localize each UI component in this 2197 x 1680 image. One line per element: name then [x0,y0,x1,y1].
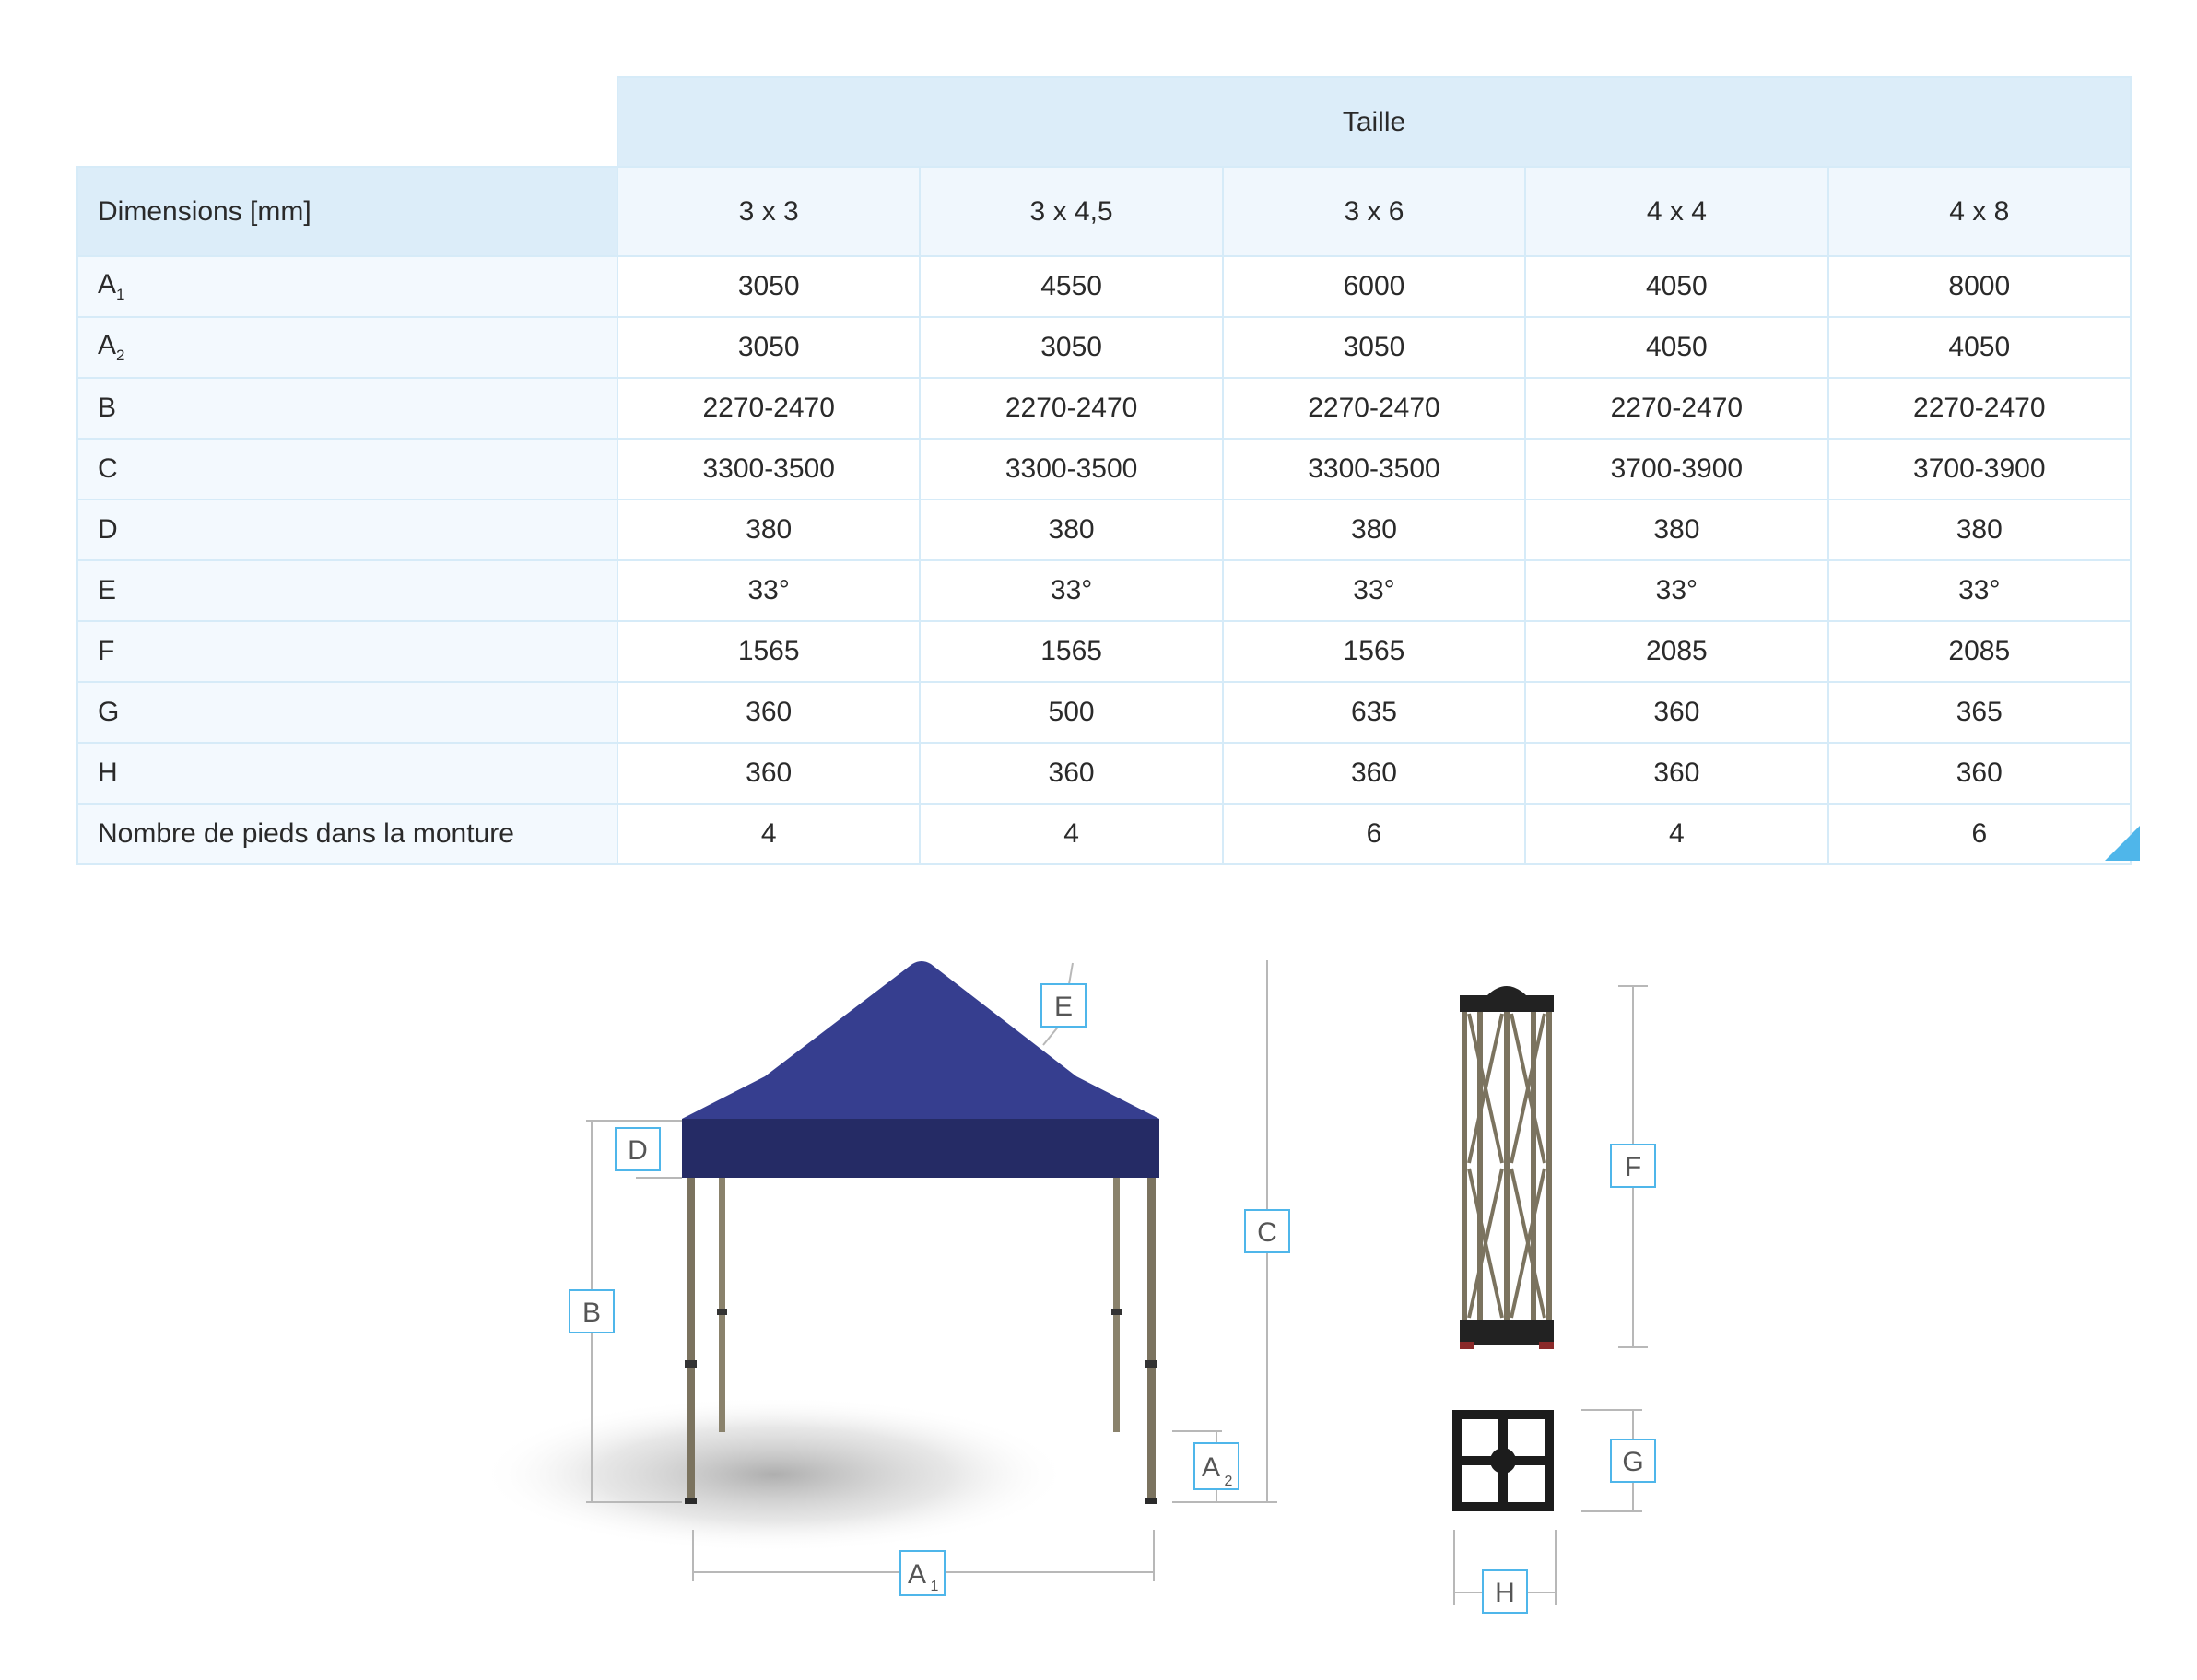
label-b: B [582,1298,602,1328]
tent-leg-front-left [687,1176,695,1502]
table-cell: 3050 [1223,317,1525,378]
canopy-valance [682,1119,1159,1178]
table-cell: 3050 [617,256,920,317]
table-cell: 4 [920,804,1222,864]
leg-clip [717,1309,727,1315]
frame-top-hub [1487,986,1526,995]
table-cell: 3700-3900 [1828,439,2131,499]
table-cell: 3050 [920,317,1222,378]
table-cell: 4050 [1525,317,1827,378]
table-cell: 380 [1223,499,1525,560]
table-cell: 3300-3500 [920,439,1222,499]
dimension-g [1581,1410,1655,1511]
dimension-f [1611,986,1655,1347]
frame-foot-red [1460,1342,1474,1349]
table-cell: 33° [617,560,920,621]
table-cell: 365 [1828,682,2131,743]
label-g: G [1622,1447,1644,1477]
row-label-text: C [98,453,118,484]
table-cell: 6 [1223,804,1525,864]
size-header-3x6: 3 x 6 [1223,167,1525,256]
table-cell: 1565 [920,621,1222,682]
row-label-text: G [98,697,120,727]
table-cell: 500 [920,682,1222,743]
label-a2: A [1201,1452,1221,1483]
label-d: D [628,1135,648,1166]
table-cell: 2085 [1828,621,2131,682]
label-e: E [1053,992,1074,1022]
size-header-4x4: 4 x 4 [1525,167,1827,256]
dimension-a2 [1172,1431,1239,1502]
tent-leg-back-right [1113,1176,1120,1432]
table-cell: 360 [617,682,920,743]
row-label-text: F [98,636,115,666]
table-cell: 360 [617,743,920,804]
table-cell: 4050 [1525,256,1827,317]
row-label-text: D [98,514,118,545]
taille-header: Taille [617,77,2131,167]
table-cell: 380 [1828,499,2131,560]
base-hub [1490,1448,1516,1474]
label-a1: A [907,1559,927,1590]
row-label-text: B [98,393,117,423]
table-cell: 33° [1525,560,1827,621]
table-cell: 380 [920,499,1222,560]
leg-foot [685,1498,697,1504]
dimensions-header: Dimensions [mm] [77,167,617,256]
table-cell: 4050 [1828,317,2131,378]
frame-base-top-view [1452,1410,1554,1511]
table-cell: 380 [617,499,920,560]
label-f: F [1624,1152,1642,1182]
label-a1-sub: 1 [930,1579,939,1594]
row-label-text: Nombre de pieds dans la monture [98,818,514,849]
table-cell: 360 [1828,743,2131,804]
table-cell: 360 [1223,743,1525,804]
size-header-4x8: 4 x 8 [1828,167,2131,256]
table-cell: 2270-2470 [1525,378,1827,439]
row-label-text: A [98,269,117,300]
leg-clip [685,1360,697,1368]
base-cutout [1508,1465,1545,1502]
leg-foot [1145,1498,1157,1504]
frame-foot-red [1539,1342,1554,1349]
table-cell: 33° [1828,560,2131,621]
row-label-text: H [98,758,118,788]
table-cell: 2270-2470 [920,378,1222,439]
table-cell: 635 [1223,682,1525,743]
size-header-3x4-5: 3 x 4,5 [920,167,1222,256]
label-h: H [1495,1578,1515,1608]
row-label-subscript: 1 [116,286,125,303]
row-label-subscript: 2 [116,347,125,364]
table-cell: 2085 [1525,621,1827,682]
table-cell: 4 [1525,804,1827,864]
table-cell: 360 [1525,682,1827,743]
table-cell: 33° [1223,560,1525,621]
ground-shadow [479,1396,1069,1553]
table-cell: 2270-2470 [1223,378,1525,439]
table-cell: 6000 [1223,256,1525,317]
base-cutout [1508,1419,1545,1456]
table-cell: 360 [1525,743,1827,804]
table-cell: 6 [1828,804,2131,864]
table-cell: 8000 [1828,256,2131,317]
table-cell: 2270-2470 [617,378,920,439]
dimension-c [1198,960,1289,1502]
row-label-text: A [98,330,117,360]
frame-top-cap [1460,995,1554,1012]
dimension-e [1041,963,1086,1045]
table-cell: 33° [920,560,1222,621]
base-cutout [1462,1465,1498,1502]
table-cell: 3050 [617,317,920,378]
table-cell: 3300-3500 [1223,439,1525,499]
tent-leg-back-left [719,1176,725,1432]
canopy-roof [682,961,1159,1119]
table-cell: 2270-2470 [1828,378,2131,439]
label-c: C [1257,1217,1277,1248]
base-cutout [1462,1419,1498,1456]
label-a2-sub: 2 [1224,1474,1233,1489]
size-header-3x3: 3 x 3 [617,167,920,256]
table-cell: 380 [1525,499,1827,560]
table-cell: 3700-3900 [1525,439,1827,499]
folded-frame [1460,986,1554,1349]
table-cell: 3300-3500 [617,439,920,499]
leg-clip [1145,1360,1157,1368]
dimension-h [1454,1530,1556,1613]
frame-bottom-cap [1460,1320,1554,1345]
table-cell: 4 [617,804,920,864]
table-cell: 4550 [920,256,1222,317]
table-cell: 360 [920,743,1222,804]
tent-leg-front-right [1147,1176,1156,1502]
table-cell: 1565 [617,621,920,682]
dimension-d [616,1121,682,1178]
table-cell: 1565 [1223,621,1525,682]
leg-clip [1111,1309,1122,1315]
row-label-text: E [98,575,117,605]
